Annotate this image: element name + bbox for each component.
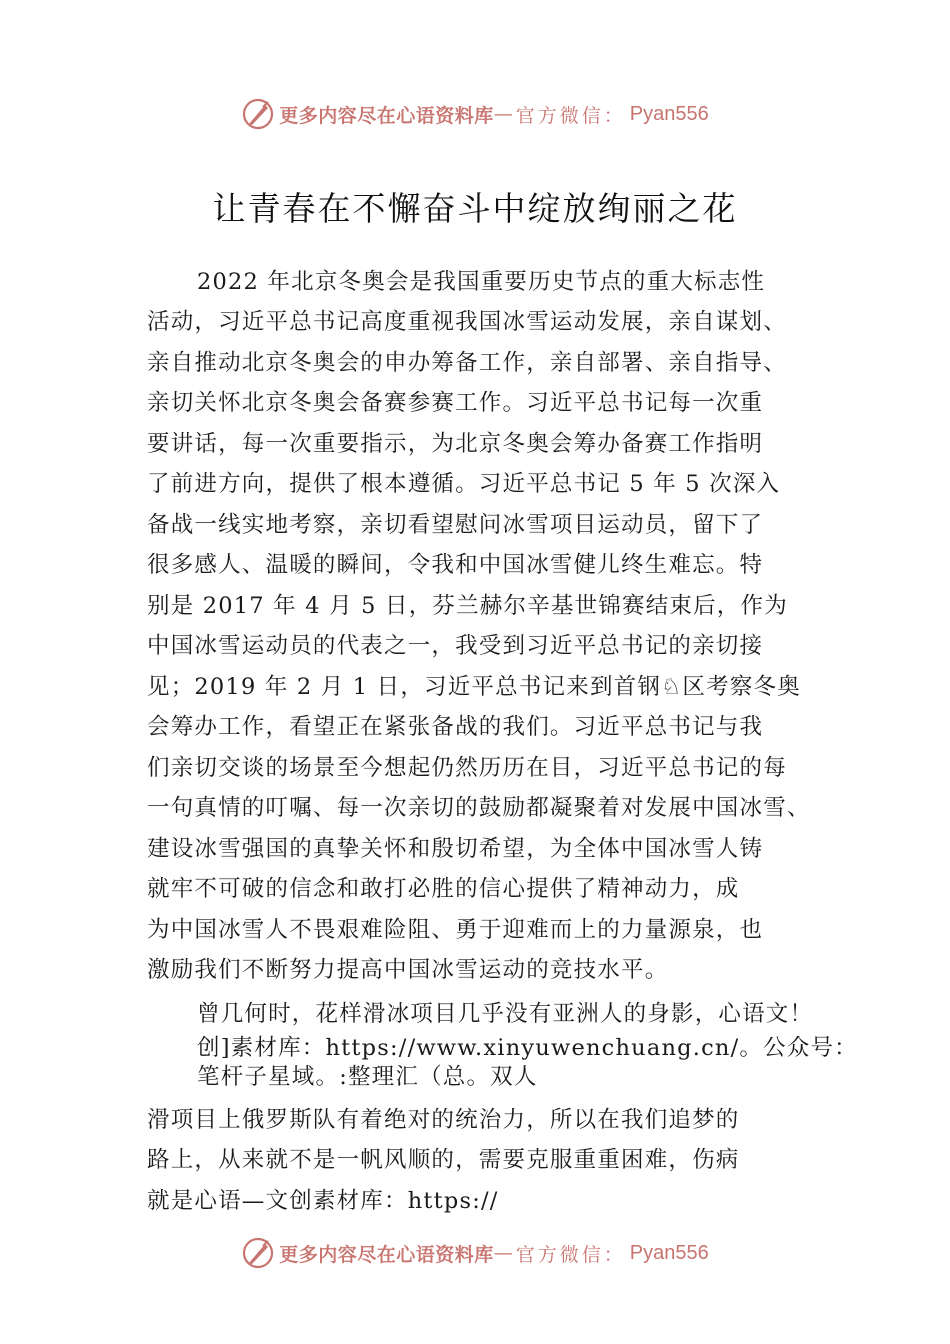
body-line: 建设冰雪强国的真挚关怀和殷切希望，为全体中国冰雪人铸 [147,836,764,862]
body-line: 中国冰雪运动员的代表之一，我受到习近平总书记的亲切接 [147,633,764,659]
banner-main-text: 更多内容尽在心语资料库 [279,104,494,127]
banner-dash: — [493,103,516,125]
banner-label: 官方微信： [515,104,626,127]
banner-wechat-id: Pyan556 [629,1241,709,1264]
quill-pen-logo-icon [241,1236,275,1270]
body-line: 会筹办工作，看望正在紧张备战的我们。习近平总书记与我 [147,714,764,740]
body-line: 路上，从来就不是一帆风顺的，需要克服重重困难，伤病 [147,1147,740,1173]
document-title: 让青春在不懈奋斗中绽放绚丽之花 [212,189,738,228]
quill-pen-logo-icon [241,97,275,131]
body-line: 滑项目上俄罗斯队有着绝对的统治力，所以在我们追梦的 [147,1107,740,1133]
body-line: 笔杆子星域。:整理汇（总。双人 [197,1064,538,1090]
body-line: 别是 2017 年 4 月 5 日，芬兰赫尔辛基世锦赛结束后，作为 [147,593,788,619]
body-line: 创]素材库：https://www.xinyuwenchuang.cn/。公众号： [197,1035,858,1061]
body-line: 一句真情的叮嘱、每一次亲切的鼓励都凝聚着对发展中国冰雪、 [147,795,811,821]
body-line: 为中国冰雪人不畏艰难险阻、勇于迎难而上的力量源泉，也 [147,917,764,943]
body-line: 们亲切交谈的场景至今想起仍然历历在目，习近平总书记的每 [147,755,787,781]
body-line: 就是心语—文创素材库：https:// [147,1188,499,1214]
body-line: 亲自推动北京冬奥会的申办筹备工作，亲自部署、亲自指导、 [147,350,787,376]
body-line: 激励我们不断努力提高中国冰雪运动的竞技水平。 [147,957,669,983]
body-line: 备战一线实地考察，亲切看望慰问冰雪项目运动员，留下了 [147,512,764,538]
header-banner [0,94,950,134]
body-line: 要讲话，每一次重要指示，为北京冬奥会筹办备赛工作指明 [147,431,764,457]
banner-label: 官方微信： [515,1243,626,1266]
banner-wechat-id: Pyan556 [629,102,709,125]
body-line: 2022 年北京冬奥会是我国重要历史节点的重大标志性 [197,269,766,295]
body-line: 见；2019 年 2 月 1 日，习近平总书记来到首钢♘区考察冬奥 [147,674,801,700]
banner-main-text: 更多内容尽在心语资料库 [279,1243,494,1266]
body-line: 了前进方向，提供了根本遵循。习近平总书记 5 年 5 次深入 [147,471,781,497]
body-line: 很多感人、温暖的瞬间，令我和中国冰雪健儿终生难忘。特 [147,552,764,578]
footer-banner [0,1233,950,1273]
body-line: 亲切关怀北京冬奥会备赛参赛工作。习近平总书记每一次重 [147,390,764,416]
banner-dash: — [493,1242,516,1264]
body-line: 活动，习近平总书记高度重视我国冰雪运动发展，亲自谋划、 [147,309,787,335]
body-line: 就牢不可破的信念和敢打必胜的信心提供了精神动力，成 [147,876,740,902]
body-line: 曾几何时，花样滑冰项目几乎没有亚洲人的身影，心语文！ [197,1001,814,1027]
